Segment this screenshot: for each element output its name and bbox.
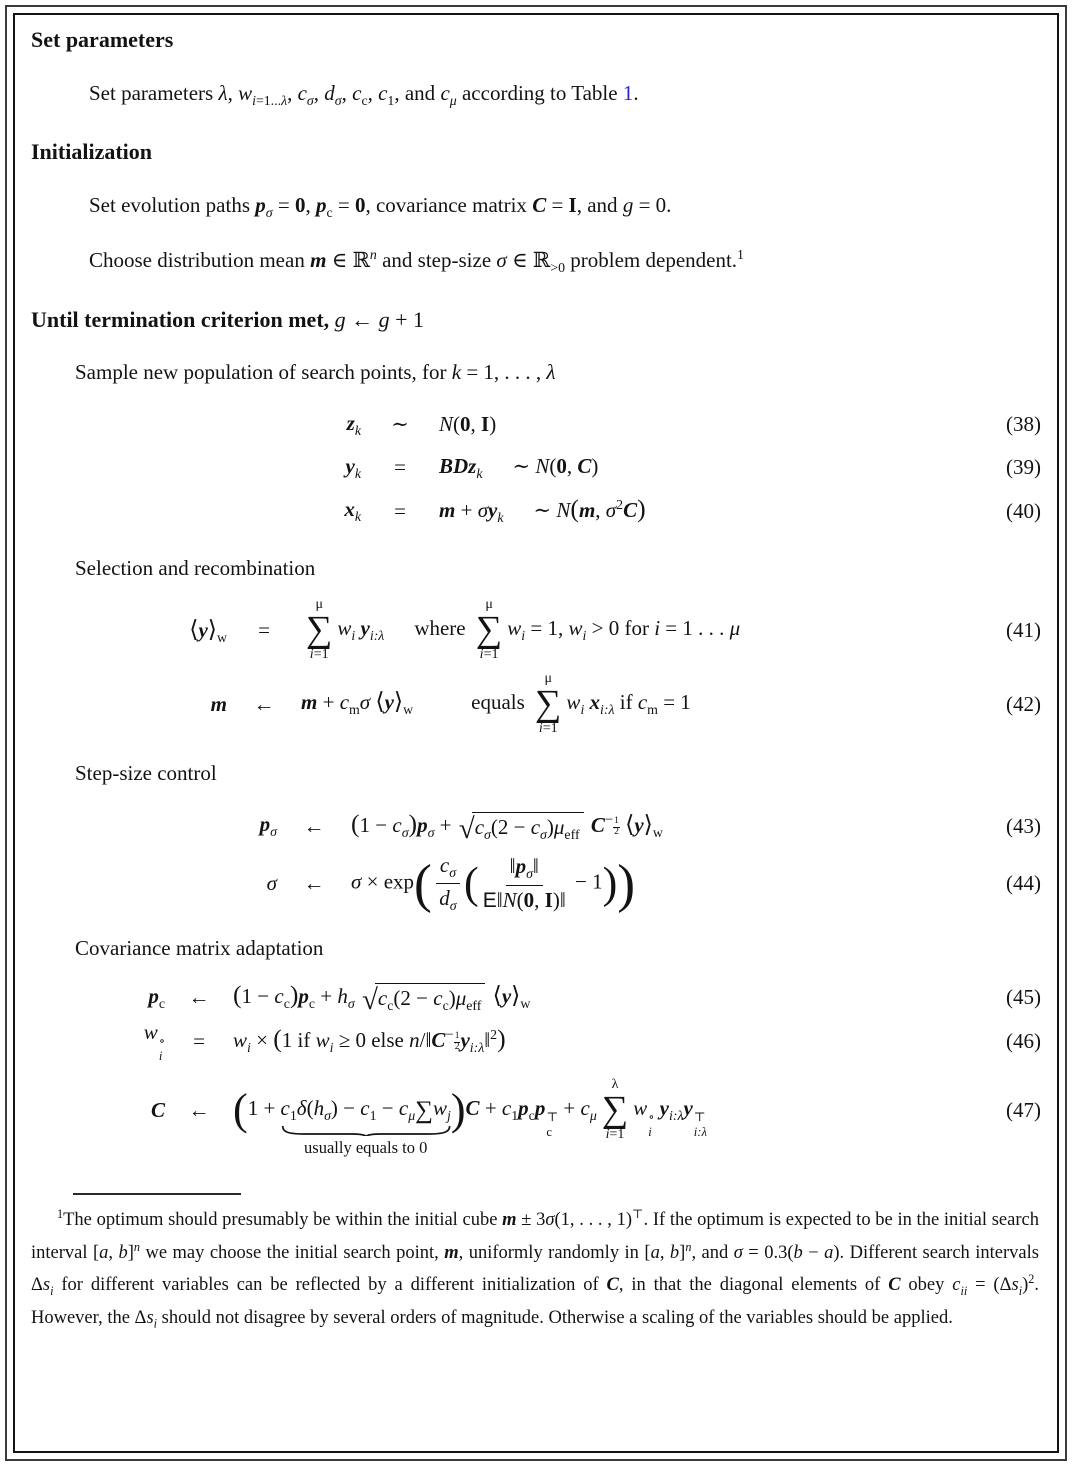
para-distribution-mean: Choose distribution mean m ∈ ℝ$^n$ and step-size σ ∈ ℝ$_{>0}$ problem dependent.$^1$ xyxy=(89,247,744,276)
eq40-rhs: $m + \sigma y_k$ ∼ N(m, $\sigma^2C$) xyxy=(439,493,646,526)
subheading-selection-recombination: Selection and recombination xyxy=(75,556,316,581)
equation-41 xyxy=(31,597,1041,663)
para-evolution-paths: Set evolution paths $p_\sigma = 0$, $p_c = 0$, covariance matrix C = I, and g = 0. xyxy=(89,193,672,221)
para-set-parameters-text: Set parameters λ, $w_{i=1...\lambda}$, $c_\sigma$, $d_\sigma$, $c_c$, $c_1$, and $c_\mu$ according to Table xyxy=(89,81,623,109)
equation-46 xyxy=(31,1020,1041,1063)
equation-39 xyxy=(31,454,1041,482)
equation-40 xyxy=(31,493,1041,526)
equation-number: (47) xyxy=(1006,1097,1041,1122)
eq41-rel: = xyxy=(258,617,270,642)
eq42-lhs: m xyxy=(210,691,227,716)
eq44-rhs: σ × exp( $\frac{c_\sigma}{d_\sigma}$ ( $\frac{‖p_\sigma‖}{E‖N(0, I)‖}$ − 1)) xyxy=(351,852,636,914)
eq41-lhs: $⟨y⟩_w$ xyxy=(189,616,227,645)
footnote-text: $^1$The optimum should presumably be within the initial cube m ± 3σ(1, . . . , 1)⊤. If the optimum is expected to be in the initial search interval [a, b]$^n$ we may choose the initial search point, m, uniformly randomly in [a, b]$^n$, and σ = 0.3(b − a). Different search intervals $\Delta s_i$ for different variables can be reflected by a different initialization of C, in that the diagonal elements of C obey $c_{ii} = (\Delta s_i)^2$. However, the $\Delta s_i$ should not disagree by several orders of magnitude. Otherwise a scaling of the variables should be applied. xyxy=(31,1207,1039,1331)
heading-set-parameters: Set parameters xyxy=(31,27,174,52)
equation-number: (39) xyxy=(1006,455,1041,480)
footnote-rule xyxy=(73,1193,241,1195)
underbrace-label: usually equals to 0 xyxy=(304,1138,428,1158)
equation-44 xyxy=(31,853,1041,914)
eq39-rhs: BDz$_k$ ∼ N(0, C) xyxy=(439,453,599,481)
eq38-rel: ∼ xyxy=(391,412,409,437)
heading-until-termination-bold: Until termination criterion met, xyxy=(31,306,330,332)
eq45-lhs: $p_c$ xyxy=(148,983,165,1011)
eq47-lhs: C xyxy=(150,1097,165,1122)
para-set-parameters-period: . xyxy=(633,81,639,105)
eq47-rhs-post: )$C + c_1p_cp$ ⊤ c + $c_\mu$ λ ∑ i=1 w ∘ i $y_{i:\lambda}y$ ⊤ i:λ xyxy=(450,1077,707,1143)
subheading-covariance-adaptation: Covariance matrix adaptation xyxy=(75,936,324,961)
equation-number: (40) xyxy=(1006,499,1041,524)
eq44-lhs: σ xyxy=(266,871,277,896)
eq42-rhs: $m + c_m\sigma$ $⟨y⟩_w$ equals μ ∑ i=1 $w_i$ $x_{i:\lambda}$ if $c_m = 1$ xyxy=(301,671,691,737)
eq39-lhs: $y_k$ xyxy=(345,453,361,481)
para-set-parameters xyxy=(89,81,1041,109)
eq47-underbraced-group xyxy=(280,1096,451,1158)
eq46-rhs: $w_i \times (1$ if $w_i \ge 0$ else $n/‖C^{- \frac{1}{2}}$ $y_{i:\lambda}‖^2$) xyxy=(233,1024,506,1056)
equation-number: (42) xyxy=(1006,691,1041,716)
equation-number: (38) xyxy=(1006,412,1041,437)
eq38-rhs: N(0, I) xyxy=(439,412,497,437)
para-sample-population: Sample new population of search points, for k = 1, . . . , λ xyxy=(75,359,556,384)
eq47-rhs-pre: (1 + xyxy=(233,1085,281,1135)
eq40-rel: = xyxy=(394,499,406,524)
equation-number: (41) xyxy=(1006,617,1041,642)
eq42-rel: ← xyxy=(253,691,275,716)
equation-number: (44) xyxy=(1006,871,1041,896)
eq43-rhs: $(1 - c_\sigma)p_\sigma$ + √ $c_\sigma(2 - c_\sigma)\mu_{eff}$ $C^{- \frac{1}{2}}$ $⟨y⟩_w$ xyxy=(351,809,663,845)
equation-number: (45) xyxy=(1006,985,1041,1010)
equation-number: (46) xyxy=(1006,1029,1041,1054)
equation-42 xyxy=(31,671,1041,737)
eq39-rel: = xyxy=(394,455,406,480)
eq47-rhs xyxy=(233,1077,983,1158)
eq43-lhs: $p_\sigma$ xyxy=(259,812,277,840)
eq40-lhs: $x_k$ xyxy=(344,497,361,525)
equation-45 xyxy=(31,981,1041,1014)
equation-number: (43) xyxy=(1006,814,1041,839)
heading-initialization: Initialization xyxy=(31,139,153,165)
eq44-rel: ← xyxy=(303,871,325,896)
eq45-rel: ← xyxy=(188,985,210,1010)
table-1-link[interactable]: 1 xyxy=(622,81,634,105)
eq47-rel: ← xyxy=(188,1097,210,1122)
heading-until-termination xyxy=(31,307,1041,333)
heading-until-termination-math: g ← g + 1 xyxy=(334,306,425,332)
equation-47 xyxy=(31,1077,1041,1158)
eq43-rel: ← xyxy=(303,814,325,839)
eq46-lhs: w ∘ i xyxy=(143,1020,165,1063)
eq47-brace-content: $c_1\delta(h_\sigma) - c_1 - c_\mu\sum w_j$ xyxy=(280,1096,451,1125)
equation-43 xyxy=(31,810,1041,843)
subheading-step-size-control: Step-size control xyxy=(75,761,217,786)
underbrace-icon xyxy=(281,1126,451,1136)
algorithm-box xyxy=(13,13,1059,1453)
eq46-rel: = xyxy=(193,1029,205,1054)
eq41-rhs: μ ∑ i=1 $w_i$ $y_{i:\lambda}$ where μ ∑ i=1 $w_i = 1$, $w_i > 0$ for i = 1 . . . μ xyxy=(306,597,741,663)
equation-38 xyxy=(31,411,1041,439)
equation-block-sampling xyxy=(31,411,1041,527)
eq38-lhs: $z_k$ xyxy=(346,410,361,438)
eq45-rhs: $(1 - c_c)p_c + h_\sigma$ √ $c_c(2 - c_c)\mu_{eff}$ $⟨y⟩_w$ xyxy=(233,980,531,1016)
